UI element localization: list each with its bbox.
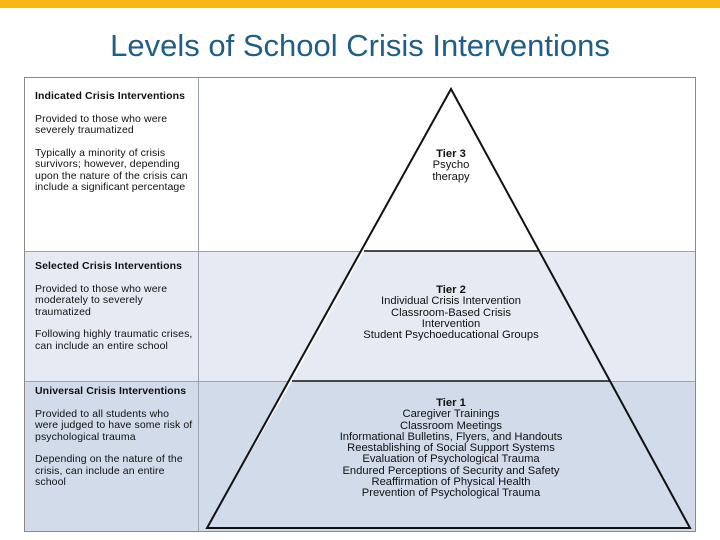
level-description: Provided to all students who were judged to have some risk of psychological trauma bbox=[35, 407, 193, 443]
intervention-diagram bbox=[24, 77, 696, 532]
level-heading: Selected Crisis Interventions bbox=[35, 260, 183, 272]
tier-3-text bbox=[401, 149, 501, 183]
tier-item: Caregiver Trainings bbox=[402, 408, 500, 421]
tier-label: Tier 2 bbox=[436, 284, 466, 296]
slide-title: Levels of School Crisis Interventions bbox=[110, 28, 610, 63]
tier-item: Individual Crisis Intervention bbox=[381, 295, 521, 308]
tier-label: Tier 1 bbox=[436, 397, 466, 409]
level-heading: Universal Crisis Interventions bbox=[35, 385, 187, 397]
tier-1-text bbox=[301, 398, 601, 500]
tier-2-text bbox=[341, 285, 561, 341]
tier-item: Evaluation of Psychological Trauma bbox=[362, 453, 540, 466]
tier-item: Endured Perceptions of Security and Safety bbox=[342, 464, 560, 477]
level-description: Following highly traumatic crises, can include an entire school bbox=[35, 328, 193, 352]
tier-item: Classroom Meetings bbox=[400, 419, 502, 432]
accent-bar bbox=[0, 0, 720, 8]
tier-item: Informational Bulletins, Flyers, and Handouts bbox=[339, 430, 563, 443]
level-description: Provided to those who were severely traumatized bbox=[35, 112, 168, 136]
tier-item: Reaffirmation of Physical Health bbox=[371, 476, 531, 489]
tier-item: Psycho bbox=[432, 159, 470, 172]
level-description: Typically a minority of crisis survivors; however, depending upon the nature of the crisis can include a significant percentage bbox=[35, 146, 188, 193]
level-description: Provided to those who were moderately to severely traumatized bbox=[35, 282, 168, 318]
level-description: Depending on the nature of the crisis, can include an entire school bbox=[35, 453, 183, 488]
tier-item: Student Psychoeducational Groups bbox=[363, 329, 539, 342]
tier-item: Reestablishing of Social Support Systems bbox=[347, 442, 555, 455]
tier-label: Tier 3 bbox=[436, 148, 466, 160]
level-heading: Indicated Crisis Interventions bbox=[35, 90, 186, 102]
tier-item: Prevention of Psychological Trauma bbox=[361, 487, 541, 500]
tier-item: Classroom-Based Crisis Intervention bbox=[391, 306, 511, 330]
tier-item: therapy bbox=[432, 170, 470, 183]
